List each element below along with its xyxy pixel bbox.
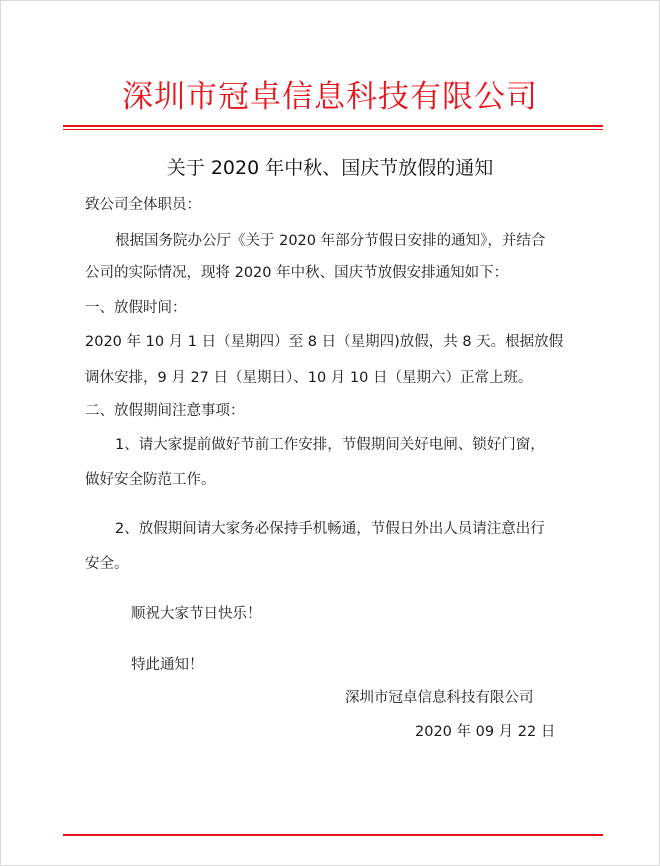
item-2-line-2: 安全。 — [85, 556, 129, 572]
closing: 特此通知！ — [131, 657, 204, 673]
intro-line-2: 公司的实际情况，现将 2020 年中秋、国庆节放假安排通知如下： — [85, 265, 509, 281]
greeting: 顺祝大家节日快乐！ — [131, 606, 262, 622]
intro-line-1: 根据国务院办公厅《关于 2020 年部分节假日安排的通知》，并结合 — [115, 233, 546, 249]
signature-company: 深圳市冠卓信息科技有限公司 — [345, 690, 534, 706]
section-1-line-2: 调休安排，9 月 27 日（星期日）、10 月 10 日（星期六）正常上班。 — [85, 370, 533, 386]
notice-title: 关于 2020 年中秋、国庆节放假的通知 — [166, 157, 494, 179]
letterhead-divider-thin — [63, 129, 603, 130]
section-1-line-1: 2020 年 10 月 1 日（星期四）至 8 日（星期四)放假，共 8 天。根据放假 — [85, 334, 564, 350]
company-letterhead: 深圳市冠卓信息科技有限公司 — [122, 79, 538, 115]
signature-date: 2020 年 09 月 22 日 — [415, 724, 556, 740]
salutation: 致公司全体职员： — [85, 197, 201, 213]
section-1-heading: 一、放假时间： — [85, 300, 187, 316]
item-1-line-1: 1、请大家提前做好节前工作安排，节假期间关好电闸、锁好门窗， — [115, 437, 545, 453]
letterhead-divider-thick — [63, 125, 603, 127]
footer-divider — [63, 834, 603, 836]
item-1-line-2: 做好安全防范工作。 — [85, 472, 216, 488]
section-2-heading: 二、放假期间注意事项： — [85, 403, 245, 419]
item-2-line-1: 2、放假期间请大家务必保持手机畅通，节假日外出人员请注意出行 — [115, 521, 545, 537]
